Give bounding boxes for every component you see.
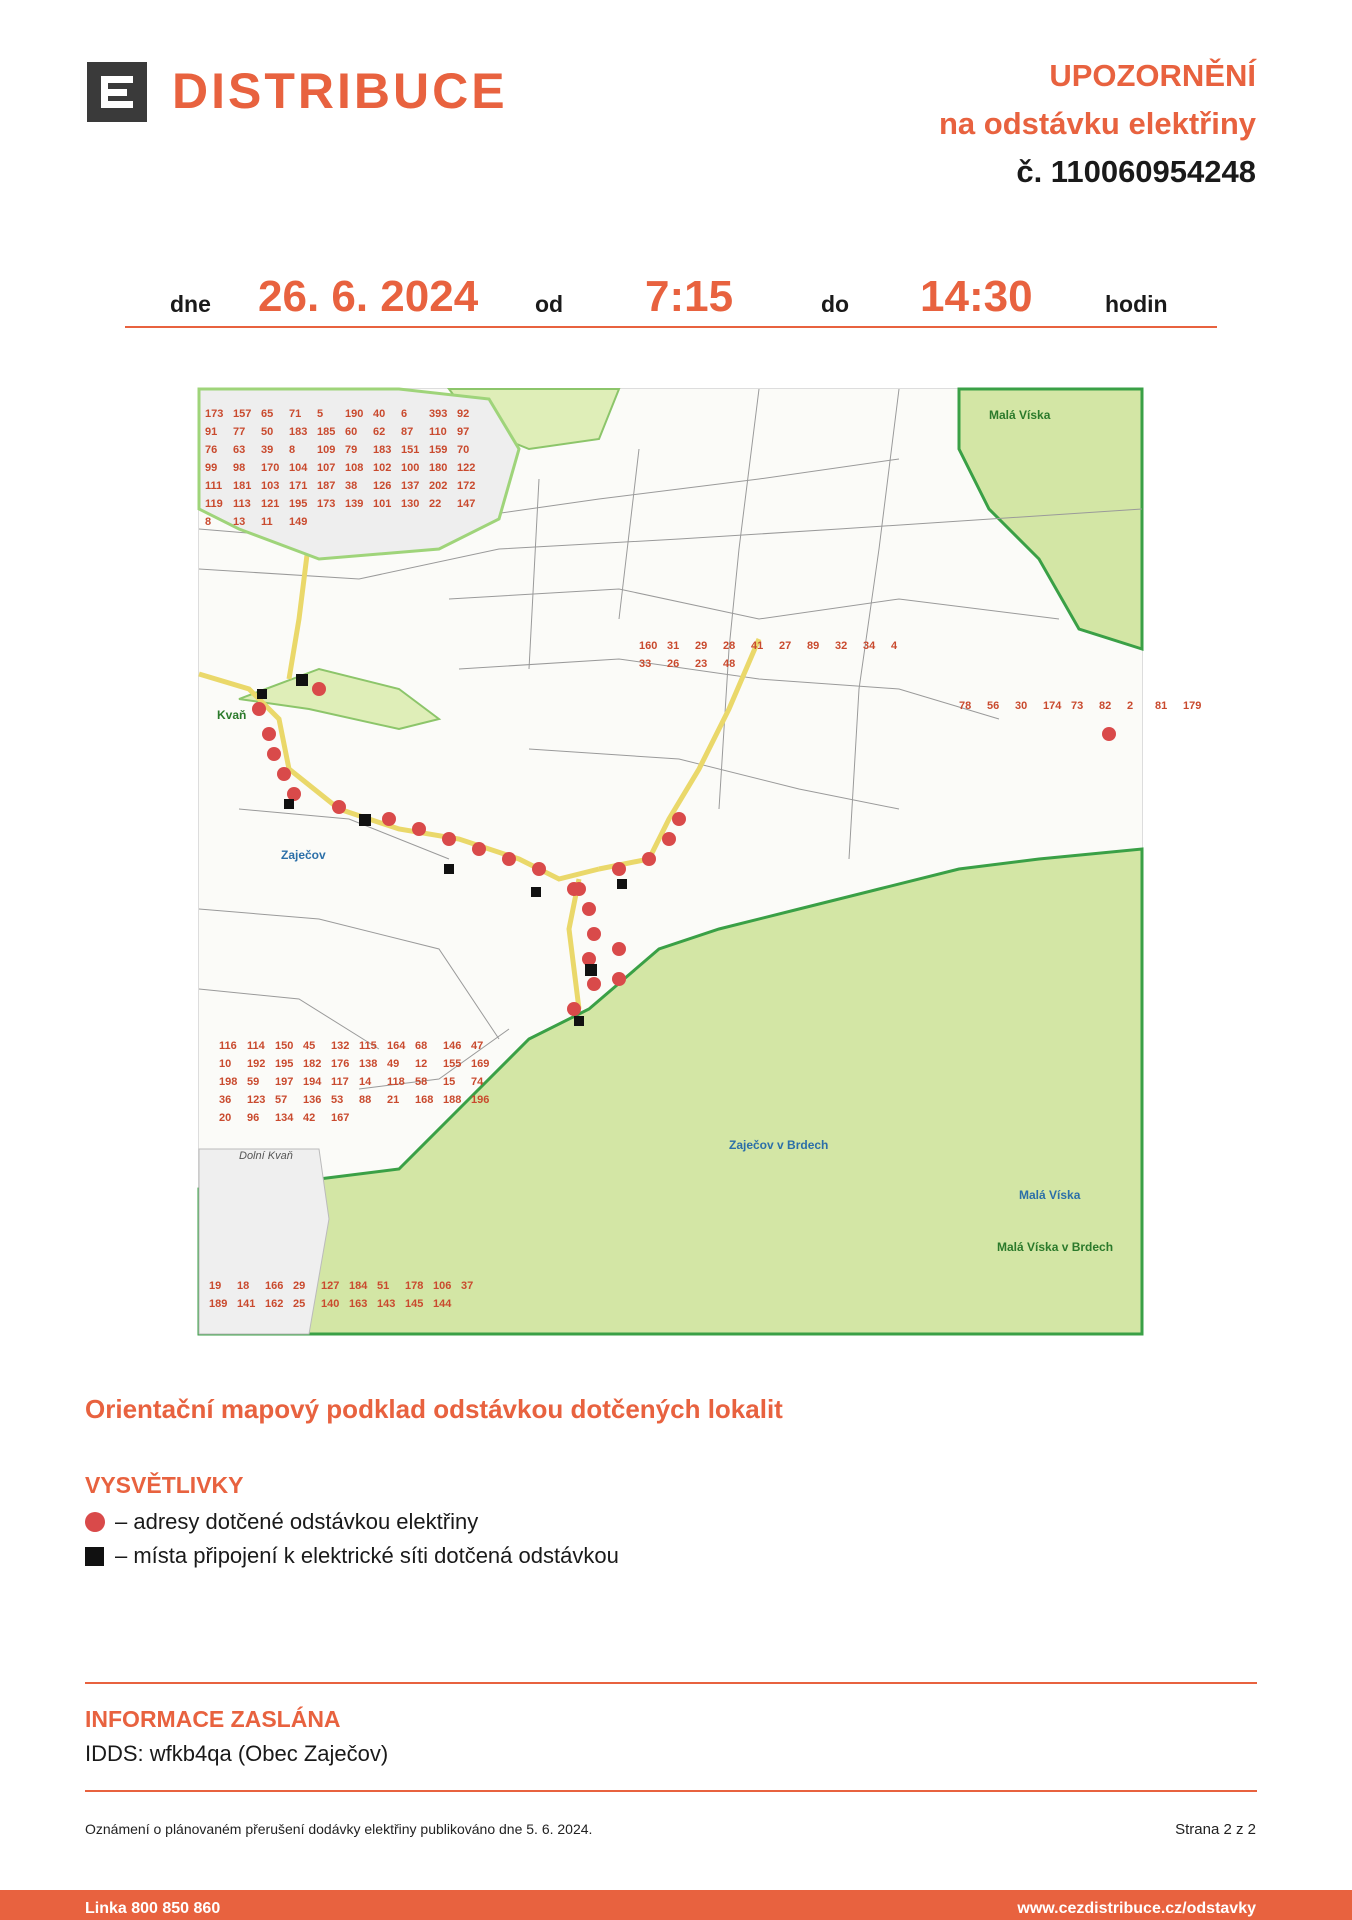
house-number: 140 <box>321 1298 340 1310</box>
brand-name: DISTRIBUCE <box>172 63 508 119</box>
legend-label: – adresy dotčené odstávkou elektřiny <box>115 1509 479 1534</box>
house-number: 34 <box>863 640 876 652</box>
house-number: 167 <box>331 1112 350 1124</box>
house-number: 172 <box>457 480 476 492</box>
house-number: 57 <box>275 1094 288 1106</box>
footer-bar <box>0 1890 1352 1920</box>
house-number: 70 <box>457 444 470 456</box>
house-number: 137 <box>401 480 420 492</box>
house-number: 30 <box>1015 700 1028 712</box>
house-number: 8 <box>205 516 212 528</box>
house-numbers-east <box>959 700 1201 712</box>
legend-item-connections <box>85 1543 619 1569</box>
house-number: 41 <box>751 640 764 652</box>
place-label: Malá Víska <box>989 408 1051 422</box>
notice-number: č. 110060954248 <box>1016 154 1256 189</box>
house-number: 183 <box>373 444 392 456</box>
house-number: 79 <box>345 444 358 456</box>
house-number: 11 <box>261 516 273 528</box>
page-number: Strana 2 z 2 <box>1175 1821 1256 1838</box>
house-number: 13 <box>233 516 246 528</box>
house-number: 146 <box>443 1040 462 1052</box>
notice-title: UPOZORNĚNÍ <box>1049 58 1256 93</box>
house-number: 155 <box>443 1058 462 1070</box>
house-number: 49 <box>387 1058 400 1070</box>
house-number: 48 <box>723 658 736 670</box>
house-number: 104 <box>289 462 308 474</box>
house-number: 173 <box>317 498 336 510</box>
house-number: 74 <box>471 1076 484 1088</box>
house-number: 2 <box>1127 700 1134 712</box>
house-number: 59 <box>247 1076 260 1088</box>
house-number: 118 <box>387 1076 405 1088</box>
house-number: 127 <box>321 1280 340 1292</box>
house-number: 65 <box>261 408 274 420</box>
house-number: 14 <box>359 1076 372 1088</box>
house-number: 37 <box>461 1280 474 1292</box>
house-number: 89 <box>807 640 820 652</box>
house-number: 8 <box>289 444 296 456</box>
info-recipient: IDDS: wfkb4qa (Obec Zaječov) <box>85 1741 389 1766</box>
legend-label: – místa připojení k elektrické síti dotčená odstávkou <box>115 1543 619 1568</box>
house-number: 102 <box>373 462 392 474</box>
house-number: 139 <box>345 498 364 510</box>
hours-label: hodin <box>1105 291 1168 317</box>
house-number: 147 <box>457 498 476 510</box>
house-number: 144 <box>433 1298 452 1310</box>
house-number: 45 <box>303 1040 316 1052</box>
house-number: 103 <box>261 480 280 492</box>
house-number: 174 <box>1043 700 1062 712</box>
house-number: 6 <box>401 408 408 420</box>
house-number: 56 <box>987 700 1000 712</box>
house-number: 197 <box>275 1076 294 1088</box>
map-canvas <box>199 389 1202 1334</box>
black-square-icon <box>85 1547 104 1566</box>
house-number: 171 <box>289 480 308 492</box>
house-number: 38 <box>345 480 358 492</box>
house-number: 185 <box>317 426 336 438</box>
house-number: 180 <box>429 462 448 474</box>
house-number: 166 <box>265 1280 284 1292</box>
house-number: 160 <box>639 640 658 652</box>
house-number: 26 <box>667 658 680 670</box>
house-number: 138 <box>359 1058 378 1070</box>
house-number: 151 <box>401 444 420 456</box>
house-number: 141 <box>237 1298 256 1310</box>
red-dot-icon <box>85 1512 105 1532</box>
house-number: 60 <box>345 426 358 438</box>
house-number: 12 <box>415 1058 428 1070</box>
place-label: Kvaň <box>217 708 247 722</box>
place-label: Zaječov v Brdech <box>729 1138 829 1152</box>
house-number: 170 <box>261 462 280 474</box>
house-number: 47 <box>471 1040 484 1052</box>
house-number: 194 <box>303 1076 322 1088</box>
house-number: 108 <box>345 462 364 474</box>
publication-note: Oznámení o plánovaném přerušení dodávky elektřiny publikováno dne 5. 6. 2024. <box>85 1821 593 1837</box>
website-link[interactable]: www.cezdistribuce.cz/odstavky <box>1017 1900 1256 1917</box>
house-number: 82 <box>1099 700 1112 712</box>
house-number: 106 <box>433 1280 452 1292</box>
house-number: 27 <box>779 640 792 652</box>
outage-map <box>198 388 1202 1335</box>
house-number: 150 <box>275 1040 294 1052</box>
house-number: 107 <box>317 462 336 474</box>
house-number: 198 <box>219 1076 238 1088</box>
house-number: 117 <box>331 1076 349 1088</box>
house-number: 190 <box>345 408 364 420</box>
house-number: 109 <box>317 444 336 456</box>
house-number: 136 <box>303 1094 322 1106</box>
house-number: 73 <box>1071 700 1084 712</box>
from-time: 7:15 <box>645 272 734 321</box>
divider <box>85 1790 1257 1792</box>
legend-item-addresses <box>85 1509 478 1535</box>
house-number: 23 <box>695 658 708 670</box>
house-number: 28 <box>723 640 736 652</box>
divider <box>85 1682 1257 1684</box>
to-label: do <box>821 291 850 317</box>
map-caption: Orientační mapový podklad odstávkou dotčených lokalit <box>85 1394 783 1424</box>
house-number: 51 <box>377 1280 390 1292</box>
house-number: 36 <box>219 1094 232 1106</box>
house-number: 63 <box>233 444 246 456</box>
house-number: 40 <box>373 408 386 420</box>
house-number: 157 <box>233 408 252 420</box>
house-number: 25 <box>293 1298 306 1310</box>
house-number: 115 <box>359 1040 377 1052</box>
house-number: 164 <box>387 1040 406 1052</box>
notice-subtitle: na odstávku elektřiny <box>938 106 1256 141</box>
house-number: 92 <box>457 408 470 420</box>
outage-date: 26. 6. 2024 <box>258 272 479 321</box>
house-number: 39 <box>261 444 274 456</box>
house-number: 29 <box>695 640 708 652</box>
house-number: 162 <box>265 1298 284 1310</box>
house-number: 88 <box>359 1094 372 1106</box>
house-number: 195 <box>275 1058 294 1070</box>
house-number: 97 <box>457 426 470 438</box>
house-number: 189 <box>209 1298 228 1310</box>
house-number: 91 <box>205 426 218 438</box>
hotline: Linka 800 850 860 <box>85 1900 221 1917</box>
house-number: 81 <box>1155 700 1168 712</box>
legend-title: VYSVĚTLIVKY <box>85 1472 244 1498</box>
house-number: 76 <box>205 444 218 456</box>
house-number: 32 <box>835 640 848 652</box>
house-number: 126 <box>373 480 392 492</box>
house-number: 182 <box>303 1058 322 1070</box>
house-number: 77 <box>233 426 246 438</box>
house-number: 42 <box>303 1112 316 1124</box>
house-number: 100 <box>401 462 420 474</box>
house-number: 20 <box>219 1112 232 1124</box>
house-number: 173 <box>205 408 224 420</box>
house-number: 98 <box>233 462 246 474</box>
info-title: INFORMACE ZASLÁNA <box>85 1706 341 1732</box>
house-number: 99 <box>205 462 218 474</box>
schedule-row <box>125 260 1217 328</box>
house-number: 5 <box>317 408 324 420</box>
house-number: 18 <box>237 1280 250 1292</box>
house-number: 130 <box>401 498 420 510</box>
house-number: 114 <box>247 1040 265 1052</box>
house-number: 122 <box>457 462 476 474</box>
house-number: 58 <box>415 1076 428 1088</box>
place-label: Zaječov <box>281 848 326 862</box>
house-number: 68 <box>415 1040 428 1052</box>
place-label: Malá Víska <box>1019 1188 1081 1202</box>
house-number: 393 <box>429 408 448 420</box>
house-number: 62 <box>373 426 386 438</box>
house-number: 22 <box>429 498 442 510</box>
house-number: 31 <box>667 640 680 652</box>
house-number: 195 <box>289 498 308 510</box>
day-label: dne <box>170 291 211 317</box>
house-number: 50 <box>261 426 274 438</box>
house-number: 4 <box>891 640 898 652</box>
house-number: 121 <box>261 498 280 510</box>
house-number: 119 <box>205 498 223 510</box>
house-number: 187 <box>317 480 336 492</box>
house-number: 192 <box>247 1058 266 1070</box>
house-number: 143 <box>377 1298 396 1310</box>
house-number: 132 <box>331 1040 350 1052</box>
logo <box>87 62 147 122</box>
house-number: 101 <box>373 498 392 510</box>
house-number: 145 <box>405 1298 424 1310</box>
house-number: 183 <box>289 426 308 438</box>
house-number: 110 <box>429 426 447 438</box>
house-number: 178 <box>405 1280 424 1292</box>
to-time: 14:30 <box>920 272 1033 321</box>
house-number: 181 <box>233 480 252 492</box>
house-number: 111 <box>205 480 223 492</box>
house-number: 21 <box>387 1094 400 1106</box>
house-number: 123 <box>247 1094 266 1106</box>
house-number: 113 <box>233 498 251 510</box>
place-label: Malá Víska v Brdech <box>997 1240 1114 1254</box>
house-number: 78 <box>959 700 972 712</box>
house-number: 149 <box>289 516 308 528</box>
house-number: 87 <box>401 426 414 438</box>
house-number: 33 <box>639 658 652 670</box>
house-number: 134 <box>275 1112 294 1124</box>
house-number: 169 <box>471 1058 490 1070</box>
house-number: 168 <box>415 1094 434 1106</box>
house-number: 10 <box>219 1058 232 1070</box>
house-number: 96 <box>247 1112 260 1124</box>
house-number: 163 <box>349 1298 368 1310</box>
house-number: 159 <box>429 444 448 456</box>
house-number: 202 <box>429 480 448 492</box>
house-number: 29 <box>293 1280 306 1292</box>
house-number: 71 <box>289 408 302 420</box>
house-number: 188 <box>443 1094 462 1106</box>
house-number: 184 <box>349 1280 368 1292</box>
house-number: 176 <box>331 1058 350 1070</box>
house-number: 196 <box>471 1094 490 1106</box>
place-label: Dolní Kvaň <box>239 1150 293 1162</box>
house-number: 116 <box>219 1040 237 1052</box>
house-number: 53 <box>331 1094 344 1106</box>
house-number: 15 <box>443 1076 456 1088</box>
house-number: 19 <box>209 1280 222 1292</box>
house-number: 179 <box>1183 700 1202 712</box>
from-label: od <box>535 291 564 317</box>
